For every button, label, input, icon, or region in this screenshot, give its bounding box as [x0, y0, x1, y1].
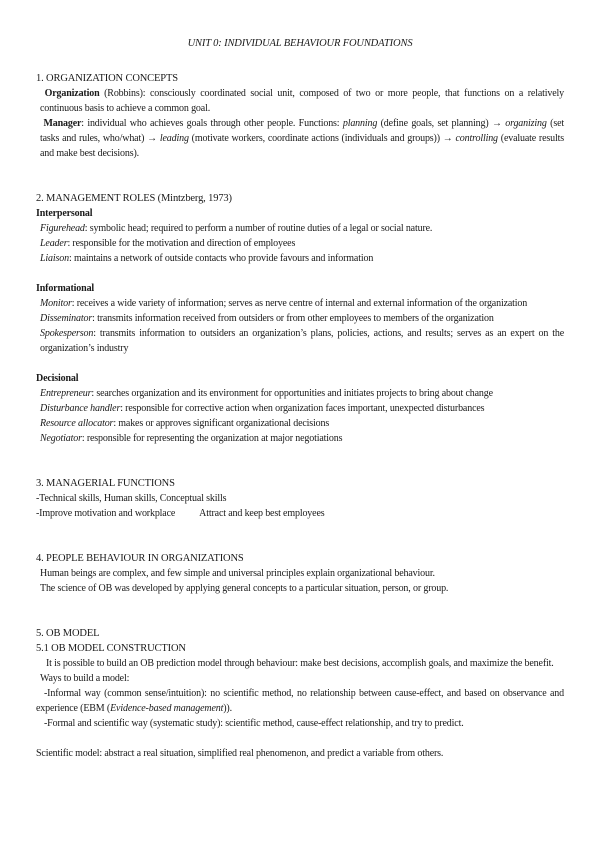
- role-item: [36, 386, 564, 401]
- informal-end: )).: [223, 703, 232, 714]
- role-desc: : responsible for the motivation and direction of employees: [67, 238, 296, 249]
- role-item: [36, 236, 564, 251]
- role-item: [36, 401, 564, 416]
- manager-text: : individual who achieves goals through other people. Functions:: [81, 118, 343, 129]
- role-item: [36, 311, 564, 326]
- role-item: [36, 251, 564, 266]
- decisional-label: Decisional: [36, 373, 79, 384]
- organizing-term: organizing: [505, 118, 547, 129]
- role-desc: : transmits information to outsiders an organization’s plans, policies, actions, and results; serves as an expert on the organization’s industry: [40, 328, 564, 354]
- informational-label: Informational: [36, 283, 95, 294]
- motivation-line: [36, 506, 564, 521]
- section-heading-3: 3. MANAGERIAL FUNCTIONS: [36, 478, 175, 489]
- organization-definition: [36, 86, 564, 116]
- role-desc: : transmits information received from outsiders or from other employees to members of the organization: [92, 313, 494, 324]
- role-term: Spokesperson: [40, 328, 94, 339]
- organization-text: (Robbins): consciously coordinated social unit, composed of two or more people, that functions on a relatively continuous basis to achieve a common goal.: [40, 88, 564, 114]
- leading-desc: (motivate workers, coordinate actions (individuals and groups)) →: [188, 133, 456, 144]
- role-item: [36, 416, 564, 431]
- paragraph: It is possible to build an OB prediction model through behaviour: make best decisions, accomplish goals, and maximize the benefit.: [46, 658, 554, 669]
- section-heading-4: 4. PEOPLE BEHAVIOUR IN ORGANIZATIONS: [36, 553, 244, 564]
- subheading-informational: [36, 281, 564, 296]
- manager-definition: [36, 116, 564, 161]
- controlling-term: controlling: [455, 133, 498, 144]
- role-term: Liaison: [40, 253, 69, 264]
- ebm-term: Evidence-based management: [110, 703, 224, 714]
- role-desc: : maintains a network of outside contacts who provide favours and information: [68, 253, 374, 264]
- role-term: Negotiator: [40, 433, 82, 444]
- role-item: [36, 296, 564, 311]
- role-term: Disseminator: [40, 313, 93, 324]
- role-term: Disturbance handler: [40, 403, 121, 414]
- role-desc: : symbolic head; required to perform a number of routine duties of a legal or social nature.: [84, 223, 433, 234]
- role-desc: : responsible for representing the organization at major negotiations: [81, 433, 343, 444]
- informal-text: -Informal way (common sense/intuition): no scientific method, no relationship between cause-effect, and based on observance and experience (EBM (: [36, 688, 564, 714]
- scientific-model: Scientific model: abstract a real situation, simplified real phenomenon, and predict a variable from others.: [36, 748, 444, 759]
- role-term: Entrepreneur: [40, 388, 92, 399]
- role-desc: : receives a wide variety of information; serves as nerve centre of internal and external information of the organization: [71, 298, 528, 309]
- role-desc: : searches organization and its environment for opportunities and initiates projects to bring about change: [91, 388, 493, 399]
- role-term: Leader: [40, 238, 68, 249]
- planning-term: planning: [342, 118, 378, 129]
- paragraph: Human beings are complex, and few simple and universal principles explain organizational behaviour.: [40, 568, 435, 579]
- section-heading-2: 2. MANAGEMENT ROLES (Mintzberg, 1973): [36, 193, 232, 204]
- planning-desc: (define goals, set planning) →: [377, 118, 506, 129]
- organization-term: Organization: [44, 88, 100, 99]
- page-title: UNIT 0: INDIVIDUAL BEHAVIOUR FOUNDATIONS: [187, 38, 413, 49]
- skills-line: -Technical skills, Human skills, Conceptual skills: [36, 493, 227, 504]
- attract-text: Attract and keep best employees: [199, 508, 325, 519]
- role-item: [36, 326, 564, 356]
- section-heading-1: 1. ORGANIZATION CONCEPTS: [36, 73, 178, 84]
- role-term: Monitor: [40, 298, 72, 309]
- role-desc: : makes or approves significant organizational decisions: [113, 418, 330, 429]
- subsection-heading: 5.1 OB MODEL CONSTRUCTION: [36, 643, 186, 654]
- section-heading-5: 5. OB MODEL: [36, 628, 100, 639]
- informal-way: [36, 686, 564, 716]
- role-term: Resource allocator: [40, 418, 114, 429]
- motivation-text: -Improve motivation and workplace: [36, 508, 176, 519]
- role-term: Figurehead: [40, 223, 85, 234]
- organizing-desc: (set tasks and rules, who/what) →: [40, 118, 564, 144]
- role-item: [36, 431, 564, 446]
- subheading-interpersonal: [36, 206, 564, 221]
- subheading-decisional: [36, 371, 564, 386]
- manager-term: Manager: [43, 118, 82, 129]
- leading-term: leading: [159, 133, 189, 144]
- role-desc: : responsible for corrective action when organization faces important, unexpected disturbances: [120, 403, 485, 414]
- paragraph: The science of OB was developed by applying general concepts to a particular situation, person, or group.: [40, 583, 449, 594]
- role-item: [36, 221, 564, 236]
- ways-line: Ways to build a model:: [40, 673, 130, 684]
- controlling-desc: (evaluate results and make best decisions).: [40, 133, 564, 159]
- formal-way: -Formal and scientific way (systematic study): scientific method, cause-effect relationship, and try to predict.: [44, 718, 464, 729]
- interpersonal-label: Interpersonal: [36, 208, 93, 219]
